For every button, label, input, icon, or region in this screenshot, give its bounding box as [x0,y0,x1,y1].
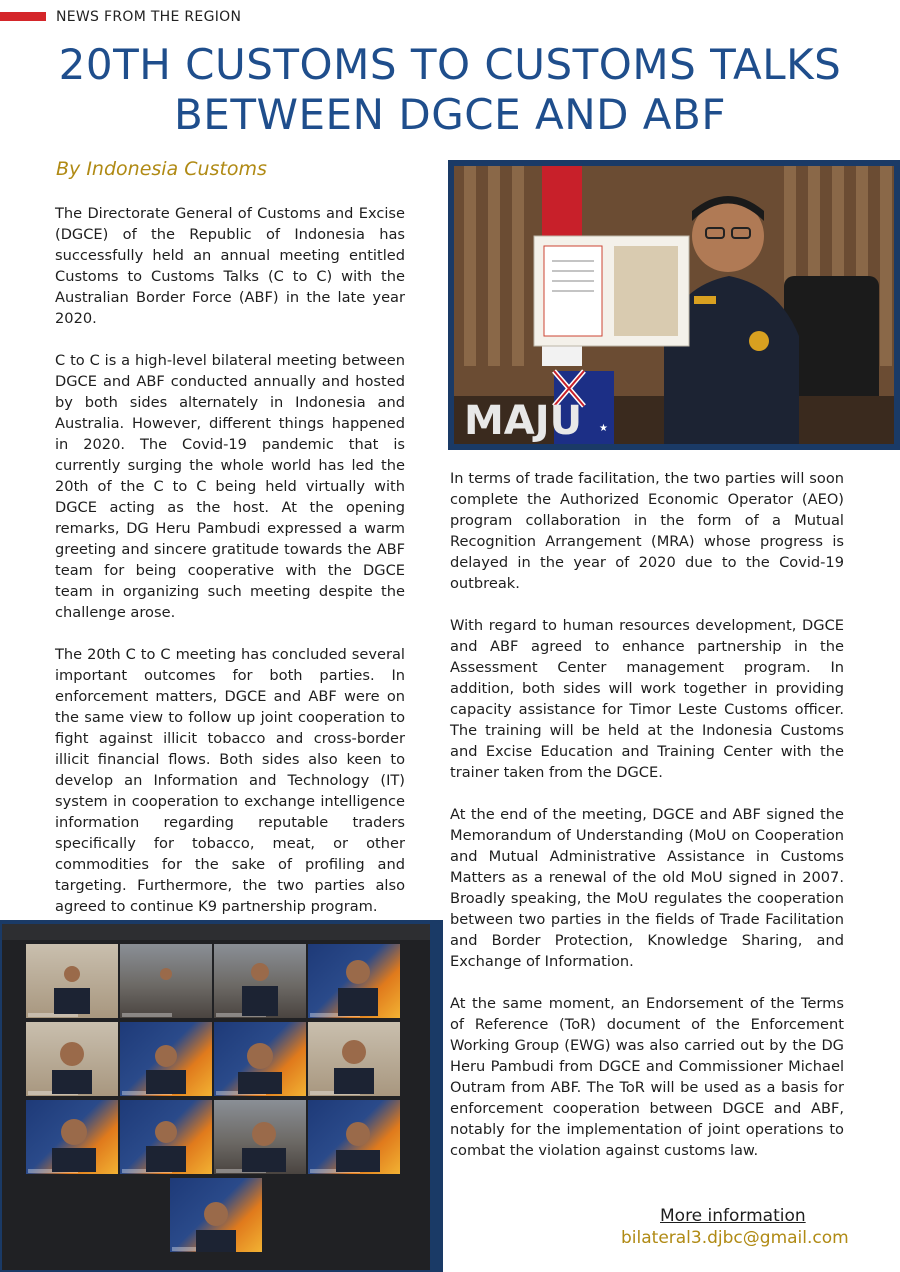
page-title [0,40,900,140]
mou-photo-frame [448,160,900,450]
article-left-column [55,203,405,938]
article-paragraph: With regard to human resources development, DGCE and ABF agreed to enhance partnership in the Assessment Center management program. In addition, both sides will work together in providing capacity assistance for Timor Leste Customs officer. The training will be held at the Indonesia Customs and Excise Education and Training Center with the trainer taken from the DGCE. [450,617,844,781]
svg-text:★: ★ [599,423,608,434]
mou-photo-illustration [454,166,894,444]
byline: By Indonesia Customs [56,158,267,180]
section-marker [0,12,46,21]
mou-photo [454,166,894,444]
article-paragraph: C to C is a high-level bilateral meeting between DGCE and ABF conducted annually and hosted by both sides alternately in Indonesia and Australia. However, different things happened in 2020. The Covid-19 pandemic that is currently surging the whole world has led the 20th of the C to C being held virtually with DGCE acting as the host. At the opening remarks, DG Heru Pambudi expressed a warm greeting and sincere gratitude towards the ABF team for being cooperative with the DGCE team in organizing such meeting despite the challenge arose. [55,352,405,621]
video-conference-frame [0,920,443,1272]
title-line-2: BETWEEN DGCE AND ABF [173,90,727,139]
article-paragraph: The 20th C to C meeting has concluded several important outcomes for both parties. In enforcement matters, DGCE and ABF were on the same view to follow up joint cooperation to fight against illicit tobacco and cross-border illicit financial flows. Both sides also keen to develop an Information and Technology (IT) system in cooperation to exchange intelligence information regarding reputable traders specifically for tobacco, meat, or other commodities for the sake of profiling and targeting. Furthermore, the two parties also agreed to continue K9 partnership program. [55,646,405,915]
article-paragraph: In terms of trade facilitation, the two parties will soon complete the Authorized Economic Operator (AEO) program collaboration in the form of a Mutual Recognition Arrangement (MRA) whose progress is delayed in the year of 2020 due to the Covid-19 outbreak. [450,470,844,592]
participant-faces [2,924,430,1270]
article-paragraph: At the end of the meeting, DGCE and ABF signed the Memorandum of Understanding (MoU on Cooperation and Mutual Administrative Assistance in Customs Matters as a renewal of the old MoU signed in 2007. Broadly speaking, the MoU regulates the cooperation between two parties in the fields of Trade Facilitation and Border Protection, Knowledge Sharing, and Exchange of Information. [450,806,844,970]
maju-sign: MAJU [464,398,583,444]
section-label: NEWS FROM THE REGION [56,9,242,25]
title-line-1: 20TH CUSTOMS TO CUSTOMS TALKS [58,40,842,89]
article-paragraph: The Directorate General of Customs and Excise (DGCE) of the Republic of Indonesia has successfully held an annual meeting entitled Customs to Customs Talks (C to C) with the Australian Border Force (ABF) in the late year 2020. [55,205,405,327]
video-conference-screenshot [2,924,430,1270]
contact-email-link[interactable]: bilateral3.djbc@gmail.com [621,1228,849,1248]
article-paragraph: At the same moment, an Endorsement of the Terms of Reference (ToR) document of the Enforcement Working Group (EWG) was also carried out by the DG Heru Pambudi from DGCE and Commissioner Michael Outram from ABF. The ToR will be used as a basis for enforcement cooperation between DGCE and ABF, notably for the implementation of joint operations to combat the violation against customs law. [450,995,844,1159]
article-right-column [450,468,844,1182]
more-information-link[interactable]: More information [660,1206,806,1226]
